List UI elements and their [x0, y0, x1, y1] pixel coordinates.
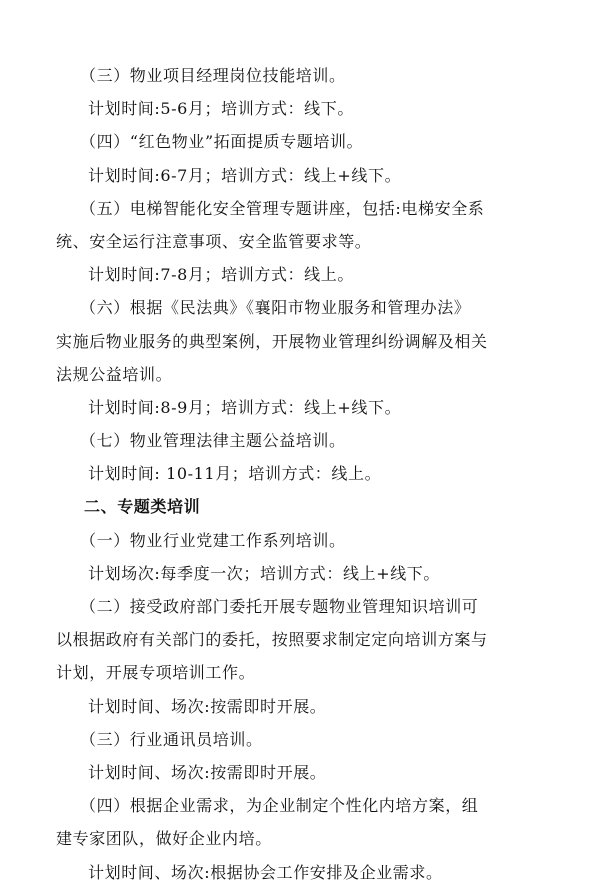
item-5-continuation: 统、安全运行注意事项、安全监管要求等。: [56, 231, 372, 251]
section-2-item-1-schedule: 计划场次:每季度一次；培训方式：线上+线下。: [88, 563, 440, 583]
item-5-schedule: 计划时间:7-8月；培训方式：线上。: [88, 265, 354, 285]
item-5-title: （五）电梯智能化安全管理专题讲座，包括:电梯安全系: [80, 198, 485, 218]
item-7-schedule: 计划时间: 10-11月；培训方式：线上。: [88, 464, 382, 484]
section-2-item-2-title: （二）接受政府部门委托开展专题物业管理知识培训可: [80, 597, 479, 616]
item-6-title: （六）根据《民法典》《襄阳市物业服务和管理办法》: [80, 298, 471, 318]
section-2-item-2-schedule: 计划时间、场次:按需即时开展。: [88, 696, 327, 716]
section-2-heading: 二、专题类培训: [84, 497, 201, 517]
section-2-item-4-continuation: 建专家团队，做好企业内培。: [56, 829, 272, 849]
item-3-title: （三）物业项目经理岗位技能培训。: [80, 66, 346, 85]
item-4-title: （四）“红色物业”拓面提质专题培训。: [80, 132, 364, 152]
item-7-title: （七）物业管理法律主题公益培训。: [80, 431, 346, 451]
section-2-item-3-title: （三）行业通讯员培训。: [80, 729, 263, 749]
item-6-continuation-1: 实施后物业服务的典型案例，开展物业管理纠纷调解及相关: [56, 331, 488, 351]
section-2-item-2-continuation-2: 计划，开展专项培训工作。: [56, 663, 256, 683]
item-6-continuation-2: 法规公益培训。: [56, 364, 173, 384]
item-6-schedule: 计划时间:8-9月；培训方式：线上+线下。: [88, 397, 402, 417]
section-2-item-3-schedule: 计划时间、场次:按需即时开展。: [88, 762, 327, 782]
section-2-item-2-continuation-1: 以根据政府有关部门的委托，按照要求制定定向培训方案与: [56, 630, 488, 650]
item-3-schedule: 计划时间:5-6月；培训方式：线下。: [88, 99, 354, 119]
section-2-item-4-title: （四）根据企业需求，为企业制定个性化内培方案，组: [80, 796, 479, 816]
section-2-item-1-title: （一）物业行业党建工作系列培训。: [80, 530, 346, 550]
item-4-schedule: 计划时间:6-7月；培训方式：线上+线下。: [88, 165, 402, 185]
section-2-item-4-schedule: 计划时间、场次:根据协会工作安排及企业需求。: [88, 862, 443, 882]
